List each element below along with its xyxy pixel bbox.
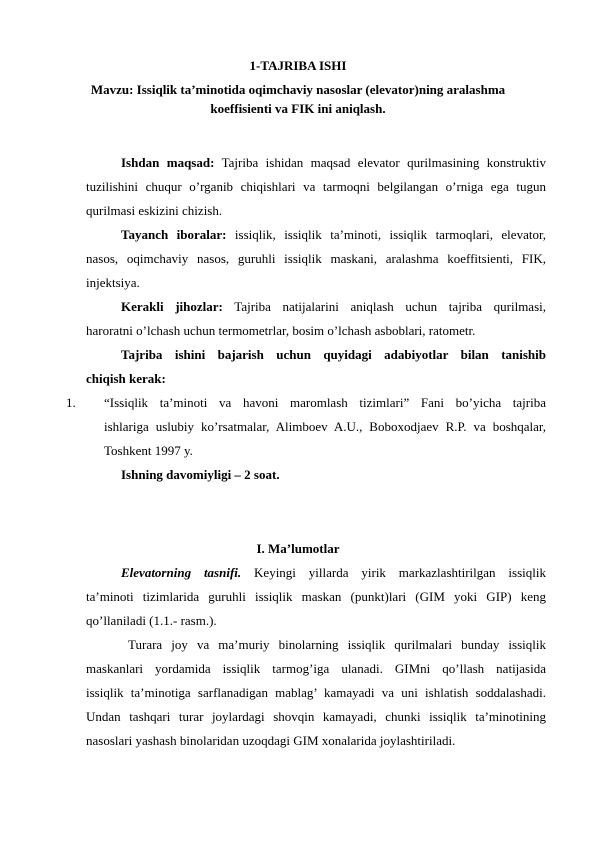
equipment-text-1: Tajriba natijalarini aniqlash uchun tajriba qurilmasi,	[222, 299, 546, 314]
list-item-line-2: ishlariga uslubiy ko’rsatmalar, Alimboev A.U., Boboxodjaev R.P. va boshqalar,	[104, 419, 546, 434]
document-title: 1-TAJRIBA ISHI	[249, 58, 347, 73]
section-p2-text-2: maskanlari yordamida issiqlik tarmog’iga ulanadi. GIMni qo’llash natijasida	[86, 661, 546, 676]
keywords-label: Tayanch iboralar:	[121, 227, 227, 242]
equipment-text-2: haroratni o’lchash uchun termometrlar, bosim o’lchash asboblari, ratometr.	[86, 323, 476, 338]
literature-intro-1: Tajriba ishini bajarish uchun quyidagi adabiyotlar bilan tanishib	[121, 347, 546, 362]
equipment-label: Kerakli jihozlar:	[121, 299, 223, 314]
section-title: I. Ma’lumotlar	[256, 541, 340, 556]
section-p1-text-3: qo’llaniladi (1.1.- rasm.).	[86, 613, 217, 628]
topic-line-1: Mavzu: Issiqlik ta’minotida oqimchaviy nasoslar (elevator)ning aralashma	[90, 82, 506, 97]
section-p1-text-1: Keyingi yillarda yirik markazlashtirilgan issiqlik	[241, 565, 546, 580]
section-p2-text-1: Turara joy va ma’muriy binolarning issiqlik qurilmalari bunday issiqlik	[128, 637, 546, 652]
keywords-text-1: issiqlik, issiqlik ta’minoti, issiqlik tarmoqlari, elevator,	[226, 227, 547, 242]
section-p1-label: Elevatorning tasnifi.	[121, 565, 242, 580]
literature-intro-2: chiqish kerak:	[86, 371, 166, 386]
section-p2-text-3: issiqlik ta’minotiga sarflanadigan mablag’ kamayadi va uni ishlatish soddalashadi.	[86, 685, 546, 700]
section-p1-text-2: ta’minoti tizimlarida guruhli issiqlik maskan (punkt)lari (GIM yoki GIP) keng	[86, 589, 546, 604]
keywords-text-3: injektsiya.	[86, 275, 140, 290]
section-p1-line-1	[121, 565, 546, 580]
list-item-line-1: “Issiqlik ta’minoti va havoni maromlash tizimlari” Fani bo’yicha tajriba	[104, 395, 546, 410]
goal-label: Ishdan maqsad:	[121, 155, 215, 170]
section-p2-text-4: Undan tashqari turar joylardagi shovqin kamayadi, chunki issiqlik ta’minotining	[86, 709, 546, 724]
list-item-line-3: Toshkent 1997 y.	[104, 443, 193, 458]
keywords-text-2: nasos, oqimchaviy nasos, guruhli issiqlik maskani, aralashma koeffitsienti, FIK,	[86, 251, 546, 266]
goal-text-1: Tajriba ishidan maqsad elevator qurilmasining konstruktiv	[214, 155, 546, 170]
goal-text-3: qurilmasi eskizini chizish.	[86, 203, 223, 218]
goal-text-2: tuzilishini chuqur o’rganib chiqishlari va tarmoqni belgilangan o’rniga ega tugun	[86, 179, 546, 194]
goal-paragraph-line-1	[121, 155, 546, 170]
duration: Ishning davomiyligi – 2 soat.	[121, 467, 280, 482]
topic-line-2: koeffisienti va FIK ini aniqlash.	[210, 101, 386, 116]
equipment-line-1	[121, 299, 546, 314]
keywords-line-1	[121, 227, 546, 242]
list-item-number: 1.	[66, 395, 76, 410]
section-p2-text-5: nasoslari yashash binolaridan uzoqdagi GIM xonalarida joylashtiriladi.	[86, 733, 456, 748]
